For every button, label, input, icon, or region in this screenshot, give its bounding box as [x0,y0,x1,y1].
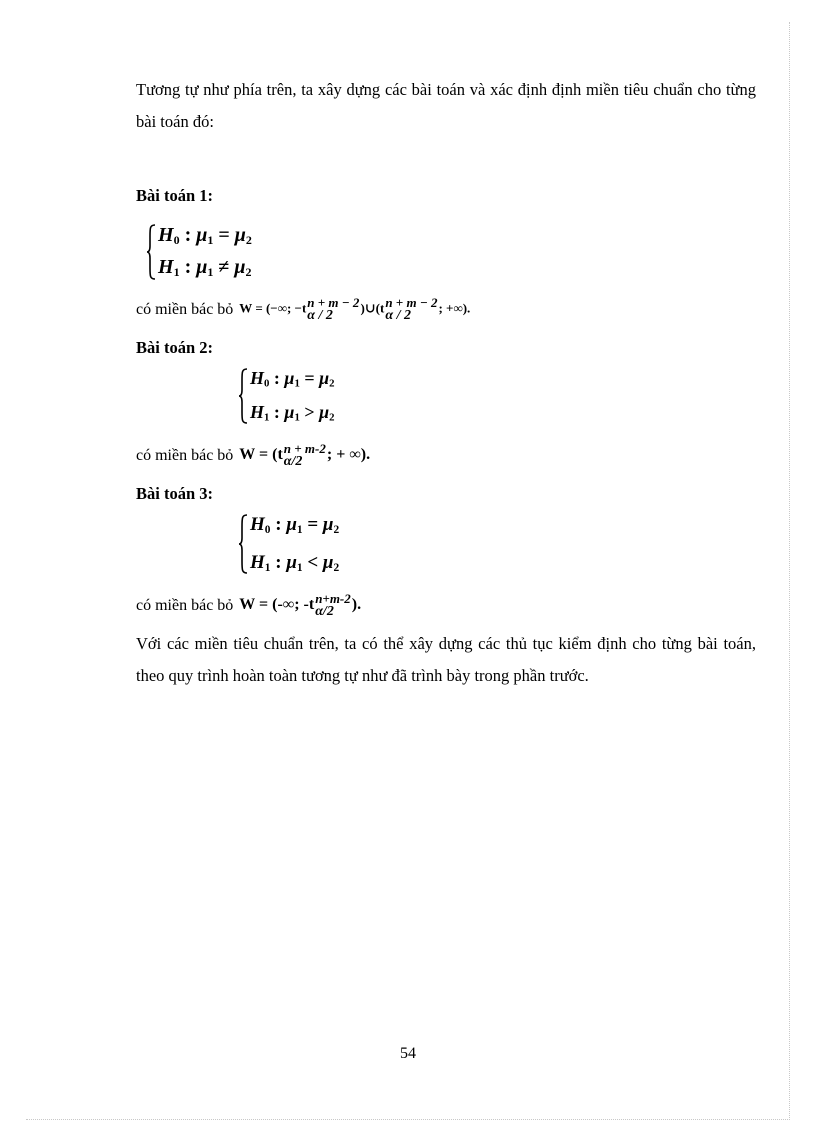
problem-1-title: Bài toán 1: [136,186,214,205]
problem-3-title: Bài toán 3: [136,484,214,503]
problem-3-hypotheses [238,514,339,574]
problem-1-rejection-region: có miền bác bỏ W = (−∞; −t n + m − 2 α / 2 )∪(t n + m − 2 α / 2 ; +∞). [136,295,471,323]
rejection-region-formula: W = (-∞; -t n+m-2 α/2 ). [239,591,362,619]
rejection-region-formula: W = (t n + m-2 α/2 ; + ∞). [239,441,371,469]
null-hypothesis: $H_0$ : $\mu_1 = \mu_2$ [158,224,252,247]
conclusion-paragraph: Với các miền tiêu chuẩn trên, ta có thể xây dựng các thủ tục kiểm định cho từng bài toán, theo quy trình hoàn toàn tương tự như đã trình bày trong phần trước. [136,634,756,685]
alternative-hypothesis: $H_1$ : $\mu_1 < \mu_2$ [250,552,340,574]
problem-3-rejection-region: có miền bác bỏ W = (-∞; -t n+m-2 α/2 ). [136,591,362,619]
null-hypothesis: $H_0$ : $\mu_1 = \mu_2$ [250,514,340,536]
rejection-region-formula: W = (−∞; −t n + m − 2 α / 2 )∪(t n + m − 2 α / 2 ; +∞). [239,295,471,323]
page-number: 54 [400,1045,416,1062]
left-brace-icon [146,224,156,280]
left-brace-icon [238,514,248,574]
problem-2-title: Bài toán 2: [136,338,214,357]
alternative-hypothesis: $H_1$ : $\mu_1 \ne \mu_2$ [158,256,252,279]
null-hypothesis: $H_0$ : $\mu_1 = \mu_2$ [250,368,335,390]
intro-paragraph: Tương tự như phía trên, ta xây dựng các bài toán và xác định định miền tiêu chuẩn cho từng bài toán đó: [136,80,756,131]
left-brace-icon [238,368,248,424]
problem-1-hypotheses [146,224,252,280]
alternative-hypothesis: $H_1$ : $\mu_1 > \mu_2$ [250,402,335,424]
problem-2-hypotheses [238,368,335,424]
problem-2-rejection-region: có miền bác bỏ W = (t n + m-2 α/2 ; + ∞). [136,441,371,469]
